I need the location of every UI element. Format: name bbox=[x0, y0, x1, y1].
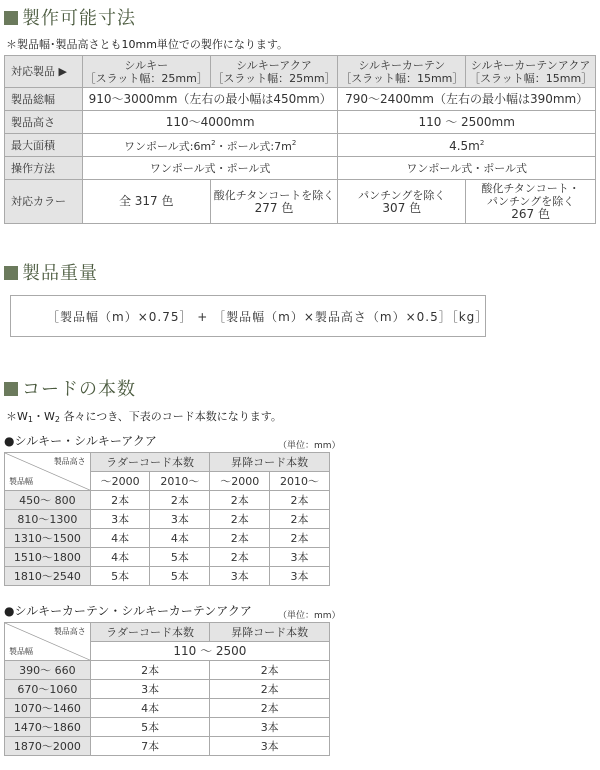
cord-note bbox=[6, 408, 282, 424]
cell: 2本 bbox=[90, 491, 150, 510]
note-part: ＊W bbox=[6, 410, 28, 423]
product-name: シルキーアクア bbox=[236, 58, 312, 72]
table-row bbox=[5, 510, 330, 529]
height-15-value: 110 〜 2500mm bbox=[338, 111, 596, 134]
cell: 3本 bbox=[270, 548, 330, 567]
cell: 3本 bbox=[210, 718, 330, 737]
cell: 4本 bbox=[90, 529, 150, 548]
color-silky: 全 317 色 bbox=[82, 180, 210, 224]
color-line: パンチングを除く bbox=[486, 195, 575, 208]
width-range: 1810〜2540 bbox=[5, 567, 91, 586]
diag-bottom-label: 製品幅 bbox=[9, 477, 33, 486]
row-operation bbox=[5, 157, 596, 180]
height-subheader: 2010〜 bbox=[150, 472, 210, 491]
row-label: 製品高さ bbox=[5, 111, 83, 134]
color-line: 酸化チタンコート・ bbox=[481, 182, 580, 195]
cell: 3本 bbox=[210, 567, 270, 586]
cord-table-1-unit: （単位：mm） bbox=[278, 441, 341, 451]
note-subscript: 1 bbox=[27, 415, 33, 424]
operation-15-value: ワンポール式・ポール式 bbox=[338, 157, 596, 180]
ladder-cord-header: ラダーコード本数 bbox=[90, 453, 210, 472]
width-range: 670〜1060 bbox=[5, 680, 91, 699]
cell: 2本 bbox=[210, 661, 330, 680]
diag-top-label: 製品高さ bbox=[53, 457, 86, 466]
width-range: 1070〜1460 bbox=[5, 699, 91, 718]
table-row bbox=[5, 718, 330, 737]
square-bullet-icon bbox=[4, 382, 18, 396]
color-count: 307 色 bbox=[382, 200, 422, 215]
diag-bottom-label: 製品幅 bbox=[9, 647, 33, 656]
width-25-value: 910〜3000mm（左右の最小幅は450mm） bbox=[82, 88, 338, 111]
table-row bbox=[5, 548, 330, 567]
color-count: 277 色 bbox=[254, 200, 294, 215]
spec-header-row bbox=[5, 56, 596, 88]
cell: 5本 bbox=[90, 718, 210, 737]
spec-table bbox=[4, 55, 596, 224]
cell: 5本 bbox=[90, 567, 150, 586]
cell: 2本 bbox=[270, 510, 330, 529]
section-title-text: 製作可能寸法 bbox=[22, 8, 136, 29]
cell: 2本 bbox=[210, 491, 270, 510]
table-row bbox=[5, 680, 330, 699]
color-silky-aqua bbox=[210, 180, 338, 224]
row-height bbox=[5, 111, 596, 134]
diagonal-header-cell bbox=[5, 453, 91, 491]
operation-25-value: ワンポール式・ポール式 bbox=[82, 157, 338, 180]
diagonal-header-cell bbox=[5, 623, 91, 661]
width-range: 1310〜1500 bbox=[5, 529, 91, 548]
width-range: 1510〜1800 bbox=[5, 548, 91, 567]
area-15-text: 4.5m bbox=[449, 139, 480, 153]
cell: 5本 bbox=[150, 567, 210, 586]
table-row bbox=[5, 491, 330, 510]
color-count: 267 色 bbox=[511, 207, 550, 221]
cell: 2本 bbox=[270, 491, 330, 510]
width-range: 390〜 660 bbox=[5, 661, 91, 680]
product-silky-curtain-aqua bbox=[466, 56, 596, 88]
cord-table-1-title: ●シルキー・シルキーアクア bbox=[4, 434, 157, 448]
spec-note: ＊製品幅･製品高さとも10mm単位での製作になります。 bbox=[6, 38, 289, 51]
cell: 2本 bbox=[210, 548, 270, 567]
cord-header-row bbox=[5, 453, 330, 472]
row-width bbox=[5, 88, 596, 111]
table-row bbox=[5, 699, 330, 718]
color-line: 酸化チタンコートを除く bbox=[213, 188, 335, 202]
cord-table-1 bbox=[4, 452, 330, 586]
diag-top-label: 製品高さ bbox=[53, 627, 86, 636]
section-title-weight bbox=[4, 259, 98, 285]
square-bullet-icon bbox=[4, 11, 18, 25]
height-subheader: 2010〜 bbox=[270, 472, 330, 491]
product-silky-aqua bbox=[210, 56, 338, 88]
table-row bbox=[5, 737, 330, 756]
area-pole: ・ポール式:7m bbox=[215, 140, 292, 153]
area-one-pole: ワンポール式:6m bbox=[123, 140, 212, 153]
color-silky-curtain bbox=[338, 180, 466, 224]
table-row bbox=[5, 529, 330, 548]
product-slat: ［スラット幅：25mm］ bbox=[212, 71, 336, 85]
area-15-value bbox=[338, 134, 596, 157]
cell: 2本 bbox=[210, 529, 270, 548]
cord-table-2-title: ●シルキーカーテン・シルキーカーテンアクア bbox=[4, 604, 252, 618]
product-slat: ［スラット幅：25mm］ bbox=[84, 71, 208, 85]
lift-cord-header: 昇降コード本数 bbox=[210, 623, 330, 642]
cell: 7本 bbox=[90, 737, 210, 756]
width-range: 1470〜1860 bbox=[5, 718, 91, 737]
area-superscript: 2 bbox=[291, 139, 297, 147]
cell: 3本 bbox=[90, 510, 150, 529]
cell: 3本 bbox=[150, 510, 210, 529]
weight-formula: ［製品幅（m）×0.75］ + ［製品幅（m）×製品高さ（m）×0.5］［kg］ bbox=[10, 295, 486, 337]
product-name: シルキーカーテンアクア bbox=[470, 58, 591, 72]
color-silky-curtain-aqua bbox=[466, 180, 596, 224]
section-title-text: コードの本数 bbox=[22, 379, 136, 400]
cell: 2本 bbox=[90, 661, 210, 680]
table-row bbox=[5, 567, 330, 586]
cell: 3本 bbox=[90, 680, 210, 699]
row-area bbox=[5, 134, 596, 157]
square-bullet-icon bbox=[4, 266, 18, 280]
cell: 3本 bbox=[270, 567, 330, 586]
height-subheader: 〜2000 bbox=[90, 472, 150, 491]
width-range: 450〜 800 bbox=[5, 491, 91, 510]
note-subscript: 2 bbox=[54, 415, 60, 424]
area-superscript: 2 bbox=[211, 139, 216, 147]
cell: 3本 bbox=[210, 737, 330, 756]
cord-table-2 bbox=[4, 622, 330, 756]
lift-cord-header: 昇降コード本数 bbox=[210, 453, 330, 472]
note-part: ・W bbox=[32, 410, 55, 423]
height-25-value: 110〜4000mm bbox=[82, 111, 338, 134]
cell: 2本 bbox=[150, 491, 210, 510]
cell: 4本 bbox=[150, 529, 210, 548]
area-25-value bbox=[82, 134, 338, 157]
section-title-cords bbox=[4, 375, 136, 401]
cell: 2本 bbox=[210, 510, 270, 529]
note-part: 各々につき、下表のコード本数になります。 bbox=[59, 410, 282, 423]
cell: 5本 bbox=[150, 548, 210, 567]
row-color bbox=[5, 180, 596, 224]
product-name: シルキーカーテン bbox=[358, 58, 446, 72]
cord-table-2-unit: （単位：mm） bbox=[278, 611, 341, 621]
row-label: 製品総幅 bbox=[5, 88, 83, 111]
product-slat: ［スラット幅：15mm］ bbox=[468, 71, 593, 85]
width-range: 1870〜2000 bbox=[5, 737, 91, 756]
section-title-text: 製品重量 bbox=[22, 263, 98, 284]
row-label: 操作方法 bbox=[5, 157, 83, 180]
row-label: 対応カラー bbox=[5, 180, 83, 224]
product-name: シルキー bbox=[124, 58, 169, 72]
cell: 2本 bbox=[210, 699, 330, 718]
cell: 2本 bbox=[210, 680, 330, 699]
table-row bbox=[5, 661, 330, 680]
product-silky bbox=[82, 56, 210, 88]
cell: 2本 bbox=[270, 529, 330, 548]
width-range: 810〜1300 bbox=[5, 510, 91, 529]
product-slat: ［スラット幅：15mm］ bbox=[340, 71, 464, 85]
cord-header-row bbox=[5, 623, 330, 642]
section-title-dimensions bbox=[4, 4, 136, 30]
product-silky-curtain bbox=[338, 56, 466, 88]
ladder-cord-header: ラダーコード本数 bbox=[90, 623, 210, 642]
area-superscript: 2 bbox=[479, 139, 485, 147]
color-line: パンチングを除く bbox=[358, 188, 446, 202]
height-subheader: 〜2000 bbox=[210, 472, 270, 491]
header-label: 対応製品 ▶ bbox=[5, 56, 83, 88]
row-label: 最大面積 bbox=[5, 134, 83, 157]
height-range: 110 〜 2500 bbox=[90, 642, 329, 661]
width-15-value: 790〜2400mm（左右の最小幅は390mm） bbox=[338, 88, 596, 111]
cell: 4本 bbox=[90, 699, 210, 718]
cell: 4本 bbox=[90, 548, 150, 567]
